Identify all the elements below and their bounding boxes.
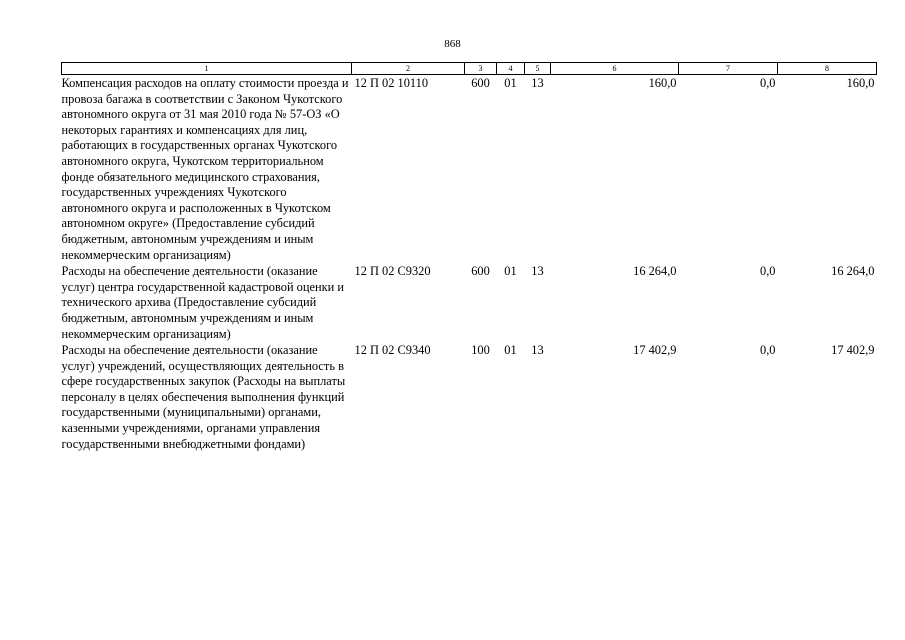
column-header-7: 7	[679, 63, 778, 75]
table-row	[62, 75, 877, 264]
row-expense-type: 100	[471, 343, 490, 358]
row-name: Расходы на обеспечение деятельности (оказание услуг) центра государственной кадастровой оценки и технического архива (Предоставление субсидий бюджетным, автономным учреждениям и иным некоммерческим организациям)	[61, 264, 345, 341]
row-expense-type: 600	[471, 264, 490, 279]
row-target-code: 12 П 02 С9340	[354, 343, 431, 358]
budget-table	[61, 62, 877, 452]
column-header-8: 8	[778, 63, 877, 75]
row-value-7: 0,0	[760, 343, 776, 358]
row-section: 01	[504, 343, 517, 358]
row-name: Расходы на обеспечение деятельности (оказание услуг) учреждений, осуществляющих деятельность в сфере государственных закупок (Расходы на выплаты персоналу в целях обеспечения выполнения функций государственными (муниципальными) органами, казенными учреждениями, органами управления государственными внебюджетными фондами)	[61, 343, 346, 451]
row-section: 01	[504, 76, 517, 90]
row-expense-type: 600	[471, 76, 490, 90]
row-value-8: 160,0	[846, 76, 875, 90]
column-header-5: 5	[525, 63, 551, 75]
row-subsection: 13	[531, 264, 544, 279]
row-value-6: 17 402,9	[633, 343, 677, 358]
row-value-7: 0,0	[760, 264, 776, 279]
column-header-3: 3	[465, 63, 497, 75]
row-subsection: 13	[531, 76, 544, 90]
column-header-2: 2	[352, 63, 465, 75]
column-header-4: 4	[497, 63, 525, 75]
row-subsection: 13	[531, 343, 544, 358]
column-header-1: 1	[62, 63, 352, 75]
row-target-code: 12 П 02 С9320	[354, 264, 431, 279]
row-value-8: 16 264,0	[831, 264, 875, 279]
table-row	[62, 342, 877, 452]
row-value-6: 16 264,0	[633, 264, 677, 279]
row-value-8: 17 402,9	[831, 343, 875, 358]
page-number: 868	[444, 38, 461, 50]
column-number-header	[62, 63, 877, 75]
row-section: 01	[504, 264, 517, 279]
table-row	[62, 263, 877, 342]
column-header-6: 6	[551, 63, 679, 75]
row-value-6: 160,0	[648, 76, 677, 90]
row-name: Компенсация расходов на оплату стоимости проезда и провоза багажа в соответствии с Законом Чукотского автономного округа от 31 мая 2010 года № 57-ОЗ «О некоторых гарантиях и компенсациях для лиц, работающих в государственных органах Чукотского автономного округа, Чукотском территориальном фонде обязательного медицинского страхования, государственных учреждениях Чукотского автономного округа и расположенных в Чукотском автономном округе» (Предоставление субсидий бюджетным, автономным учреждениям и иным некоммерческим организациям)	[61, 76, 349, 262]
row-value-7: 0,0	[760, 76, 776, 90]
row-target-code: 12 П 02 10110	[354, 76, 429, 90]
